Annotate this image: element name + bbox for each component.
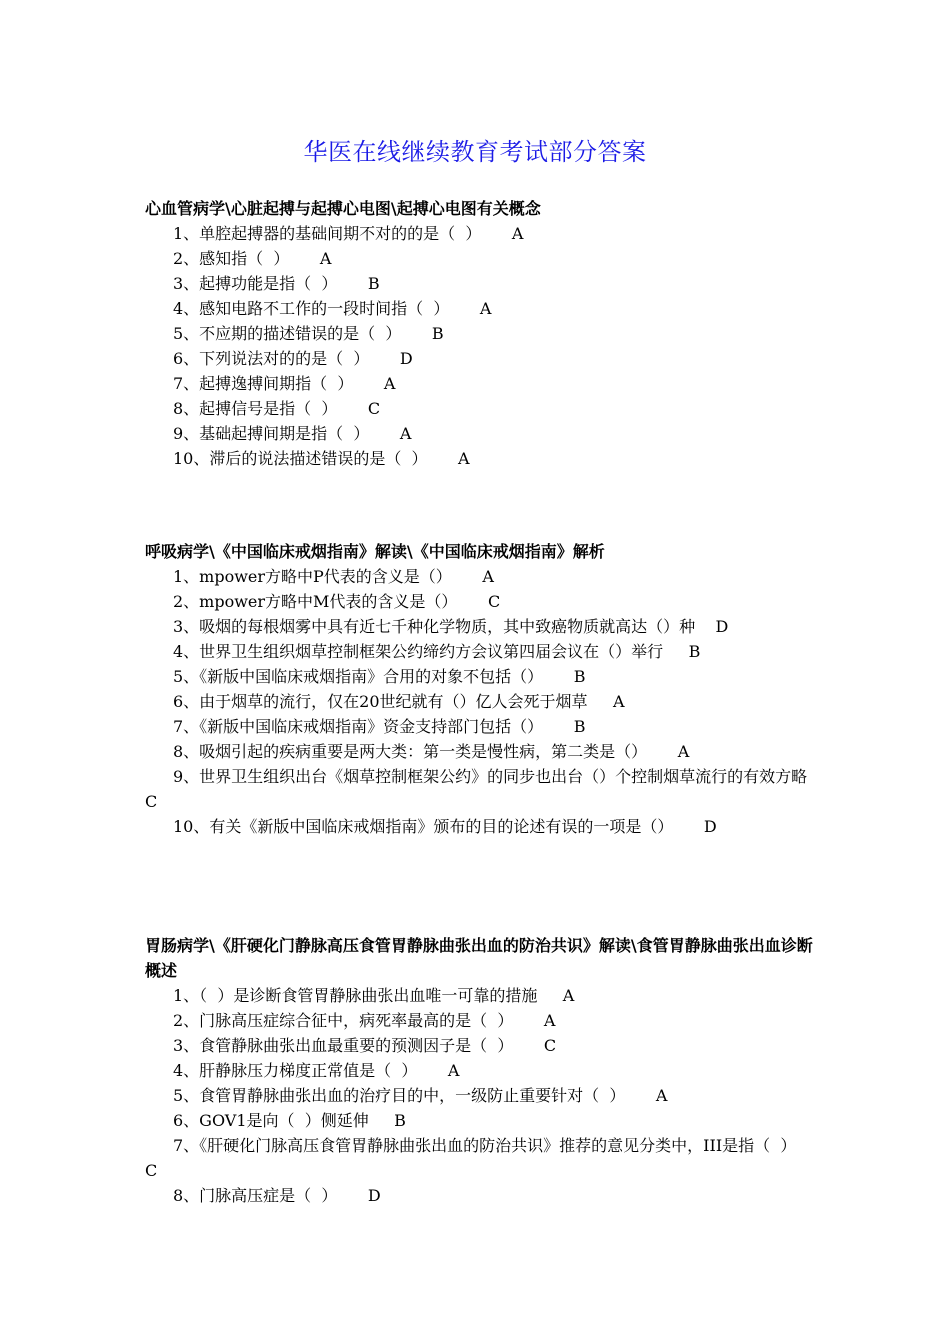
section-heading: 胃肠病学\《肝硬化门静脉高压食管胃静脉曲张出血的防治共识》解读\食管胃静脉曲张出血诊断概述	[145, 936, 813, 980]
document-title: 华医在线继续教育考试部分答案	[303, 138, 647, 166]
question-line: 6、GOV1是向（ ）侧延伸 B	[173, 1111, 406, 1130]
question-line: 7、起搏逸搏间期指（ ） A	[173, 374, 396, 393]
question-line: 1、（ ）是诊断食管胃静脉曲张出血唯一可靠的措施 A	[173, 986, 575, 1005]
question-line: 5、《新版中国临床戒烟指南》合用的对象不包括（） B	[173, 667, 586, 686]
question-line: 1、单腔起搏器的基础间期不对的的是（ ） A	[173, 224, 524, 243]
question-line: 7、《新版中国临床戒烟指南》资金支持部门包括（） B	[173, 717, 586, 736]
question-line: 2、mpower方略中M代表的含义是（） C	[173, 592, 501, 611]
question-line: 4、肝静脉压力梯度正常值是（ ） A	[173, 1061, 460, 1080]
question-line: 8、门脉高压症是（ ） D	[173, 1186, 381, 1205]
section-heading: 呼吸病学\《中国临床戒烟指南》解读\《中国临床戒烟指南》解析	[145, 542, 605, 561]
question-line: 6、由于烟草的流行，仅在20世纪就有（）亿人会死于烟草 A	[173, 692, 625, 711]
question-line: 5、不应期的描述错误的是（ ） B	[173, 324, 444, 343]
question-line: 1、mpower方略中P代表的含义是（） A	[173, 567, 494, 586]
section-heading: 心血管病学\心脏起搏与起搏心电图\起搏心电图有关概念	[145, 199, 541, 218]
question-line: 3、起搏功能是指（ ） B	[173, 274, 380, 293]
question-line: 7、《肝硬化门脉高压食管胃静脉曲张出血的防治共识》推荐的意见分类中，III是指（ ） C	[145, 1136, 827, 1180]
section-cardiology	[145, 196, 815, 471]
question-line: 10、滞后的说法描述错误的是（ ） A	[173, 449, 470, 468]
question-line: 3、食管静脉曲张出血最重要的预测因子是（ ） C	[173, 1036, 557, 1055]
question-line: 4、感知电路不工作的一段时间指（ ） A	[173, 299, 492, 318]
section-respiratory	[145, 539, 833, 839]
question-line: 9、世界卫生组织出台《烟草控制框架公约》的同步也出台（）个控制烟草流行的有效方略 C	[145, 767, 833, 811]
question-line: 6、下列说法对的的是（ ） D	[173, 349, 413, 368]
question-line: 2、门脉高压症综合征中，病死率最高的是（ ） A	[173, 1011, 556, 1030]
question-line: 2、感知指（ ） A	[173, 249, 332, 268]
question-line: 8、起搏信号是指（ ） C	[173, 399, 381, 418]
question-line: 5、食管胃静脉曲张出血的治疗目的中，一级防止重要针对（ ） A	[173, 1086, 668, 1105]
question-line: 9、基础起搏间期是指（ ） A	[173, 424, 412, 443]
section-gastroenterology	[145, 933, 827, 1208]
question-line: 4、世界卫生组织烟草控制框架公约缔约方会议第四届会议在（）举行 B	[173, 642, 701, 661]
question-line: 10、有关《新版中国临床戒烟指南》颁布的目的论述有误的一项是（） D	[173, 817, 717, 836]
question-line: 8、吸烟引起的疾病重要是两大类：第一类是慢性病，第二类是（） A	[173, 742, 690, 761]
question-line: 3、吸烟的每根烟雾中具有近七千种化学物质，其中致癌物质就高达（）种 D	[173, 617, 729, 636]
